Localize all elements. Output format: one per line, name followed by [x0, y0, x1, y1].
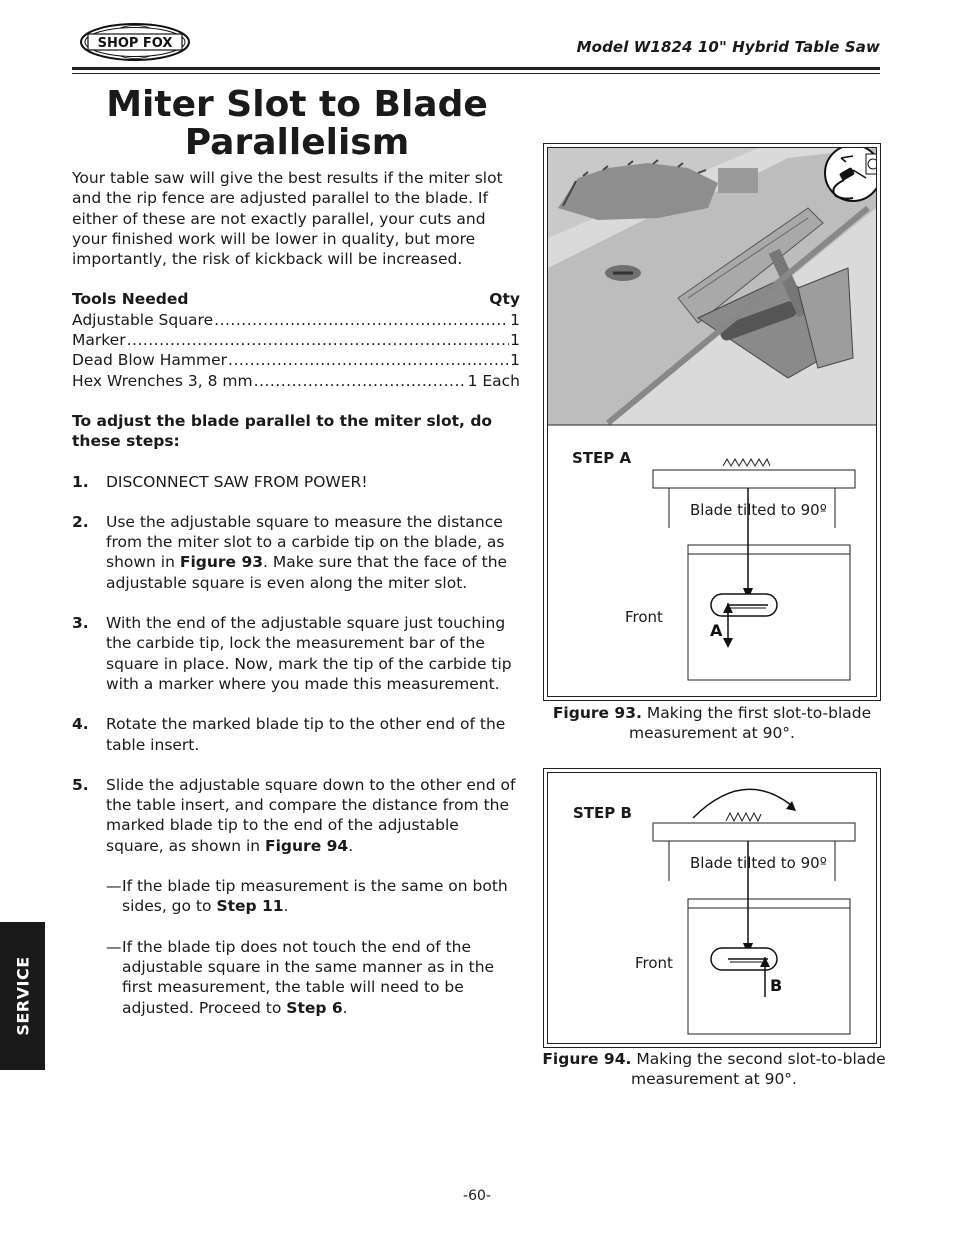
page-title-line2: Parallelism	[184, 122, 410, 163]
front-label: Front	[635, 954, 673, 972]
figure-93-caption	[545, 703, 879, 743]
figure-93-graphic	[548, 148, 876, 696]
step-text: Rotate the marked blade tip to the other end of the table insert.	[106, 715, 506, 754]
header-rule-thick	[72, 67, 880, 70]
step-text: With the end of the adjustable square just touching the carbide tip, lock the measurement bar of the square in place. Now, mark the tip of the carbide tip with a marker where you made this measurement.	[106, 614, 512, 693]
caption-text: Making the second slot-to-blade measurement at 90°.	[631, 1050, 886, 1088]
step-number: 4.	[72, 715, 89, 734]
page-title-line1: Miter Slot to Blade	[106, 84, 488, 125]
main-column	[72, 168, 520, 1018]
tool-qty: 1 Each	[467, 371, 520, 390]
step-text: Use the adjustable square to measure the distance from the miter slot to a carbide tip on the blade, as shown in Figure 93. Make sure that the face of the adjustable square is even along the miter slot.	[106, 512, 508, 592]
front-label: Front	[625, 608, 663, 626]
caption-text: Making the first slot-to-blade measurement at 90°.	[629, 704, 872, 742]
figure-94-graphic	[548, 773, 876, 1043]
figure-93-frame	[547, 147, 877, 697]
dash: —	[106, 877, 122, 896]
step-ref: Step 6	[286, 998, 343, 1017]
step-a-label: STEP A	[572, 449, 632, 467]
rotation-arrow	[693, 789, 791, 818]
caption-label: Figure 93.	[552, 704, 642, 722]
step-number: 5.	[72, 775, 89, 794]
figure-ref: Figure 94	[265, 836, 349, 855]
figure-93	[543, 143, 881, 701]
tools-header	[72, 289, 520, 309]
substep-text: If the blade tip measurement is the same on both sides, go to Step 11.	[122, 877, 508, 916]
step-1	[72, 472, 520, 492]
step-3	[72, 613, 520, 694]
caption-label: Figure 94.	[542, 1050, 632, 1068]
header-rule-thin	[72, 73, 880, 74]
tool-row	[72, 330, 520, 350]
tool-qty: 1	[510, 351, 520, 370]
tools-header-qty: Qty	[489, 290, 520, 309]
tool-row	[72, 350, 520, 370]
tool-row	[72, 310, 520, 330]
figure-ref: Figure 93	[179, 553, 264, 572]
figure-94-frame	[547, 772, 877, 1044]
blade-outline	[653, 823, 855, 841]
service-side-tab	[0, 922, 45, 1070]
step-4	[72, 714, 520, 755]
step-5	[72, 775, 520, 856]
tool-name: Adjustable Square	[72, 310, 214, 329]
tool-qty: 1	[510, 331, 520, 350]
step-text: Slide the adjustable square down to the other end of the table insert, and compare the distance from the marked blade tip to the end of the adjustable square, as shown in Figure 94.	[106, 775, 516, 855]
tool-name: Marker	[72, 331, 126, 350]
model-title: Model W1824 10" Hybrid Table Saw	[576, 38, 880, 56]
step-number: 3.	[72, 614, 89, 633]
diagram-step-b	[573, 789, 855, 1034]
side-tab-label: SERVICE	[13, 956, 32, 1036]
step-b-label: STEP B	[573, 804, 632, 822]
measure-marker-a: A	[710, 621, 723, 640]
substep-same	[106, 876, 520, 917]
blade-label: Blade tilted to 90º	[690, 854, 827, 872]
substep-adjust	[106, 937, 520, 1018]
blade-outline	[653, 470, 855, 488]
page-number: -60-	[463, 1188, 491, 1204]
logo-text: SHOP FOX	[97, 36, 173, 51]
photo-adjustable-square-on-saw	[548, 148, 876, 425]
step-ref: Step 11	[216, 897, 284, 916]
intro-paragraph: Your table saw will give the best results if the miter slot and the rip fence are adjusted parallel to the blade. If either of these are not exactly parallel, your cuts and your finished work will be lower in quality, but more importantly, the risk of kickback will be increased.	[72, 169, 503, 269]
blade-label: Blade tilted to 90º	[690, 501, 827, 519]
step-text: DISCONNECT SAW FROM POWER!	[106, 472, 368, 491]
procedure-intro: To adjust the blade parallel to the miter slot, do these steps:	[72, 411, 493, 451]
tool-qty: 1	[510, 310, 520, 329]
step-number: 2.	[72, 512, 89, 531]
step-number: 1.	[72, 472, 89, 491]
tool-name: Dead Blow Hammer	[72, 351, 228, 370]
tools-header-name: Tools Needed	[72, 290, 189, 309]
blade-teeth-icon	[726, 813, 761, 821]
dash: —	[106, 937, 122, 956]
diagram-step-a	[572, 449, 855, 680]
substep-text: If the blade tip does not touch the end of the adjustable square in the same manner as in the first measurement, the table will need to be adjusted. Proceed to Step 6.	[122, 937, 495, 1017]
measure-marker-b: B	[770, 976, 783, 995]
figure-94-caption	[540, 1049, 888, 1089]
blade-teeth-icon	[723, 459, 770, 466]
step-2	[72, 512, 520, 593]
shop-fox-logo	[80, 22, 190, 62]
figure-94	[543, 768, 881, 1048]
page-title	[72, 86, 522, 162]
tool-row	[72, 371, 520, 391]
tool-name: Hex Wrenches 3, 8 mm	[72, 371, 253, 390]
